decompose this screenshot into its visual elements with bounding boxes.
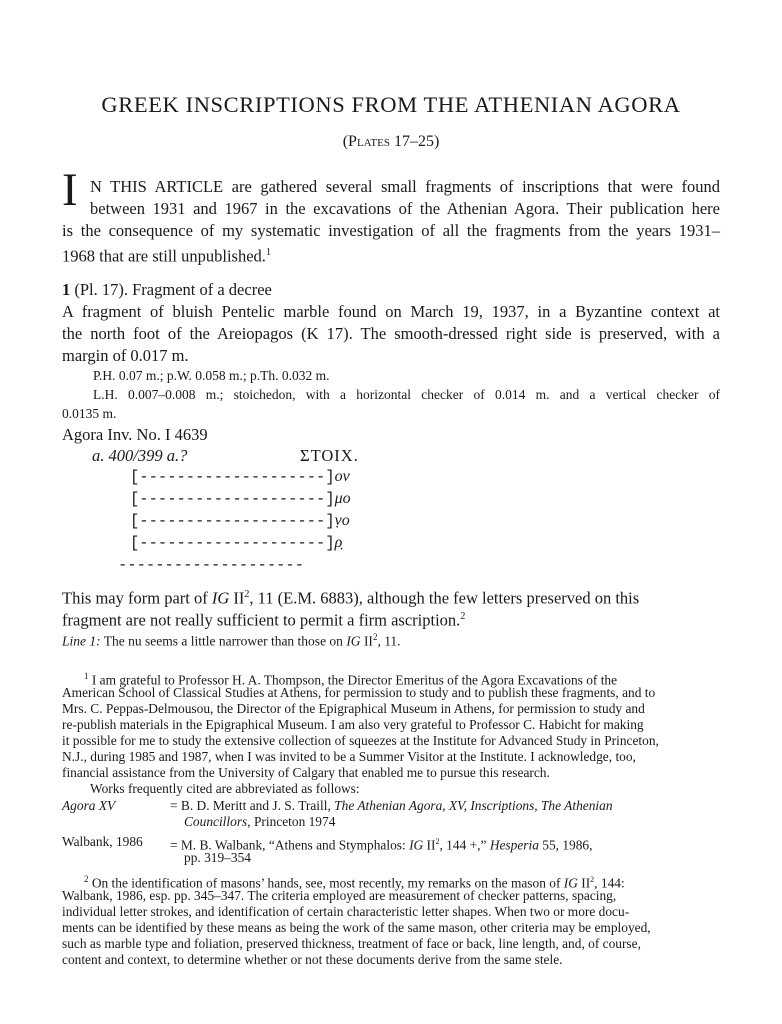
drop-cap: I: [62, 164, 78, 216]
footnote-2-line-5: such as marble type and foliation, preserved thickness, treatment of face or back, line length, and, of course,: [62, 936, 641, 951]
commentary-text-1b: II: [229, 588, 245, 608]
footnote-1-line-7: financial assistance from the University of Calgary that enabled me to pursue this research.: [62, 765, 550, 780]
entry-dims-2: [93, 385, 720, 405]
inscription-line-1: [130, 468, 350, 486]
entry-desc-1: [62, 301, 720, 324]
footnote-2-line-2: Walbank, 1986, esp. pp. 345–347. The criteria employed are measurement of checker patterns, spacing,: [62, 888, 617, 903]
footnote-1-number: 1: [84, 671, 89, 681]
abbrev-walbank-sup: 2: [435, 837, 440, 846]
intro-text-4: 1968 that are still unpublished.: [62, 246, 266, 266]
abbrev-walbank-num: , 144 +,”: [439, 837, 490, 853]
abbrev-agora-title: The Athenian Agora, XV, Inscriptions, The Athenian: [334, 798, 613, 813]
footnote-1-line-6: N.J., during 1985 and 1987, when I was invited to be a Summer Visitor at the Institute. I acknowledge, too,: [62, 749, 636, 764]
inscription-line-2-letters: μο: [334, 490, 351, 507]
abbrev-walbank-key: Walbank, 1986: [62, 834, 143, 849]
inscription-line-4: [130, 534, 342, 552]
abbrev-walbank-authors: = M. B. Walbank, “Athens and Stymphalos:: [170, 837, 410, 853]
intro-text-3: is the consequence of my systematic investigation of all the fragments from the years 1931–: [62, 221, 720, 240]
inscription-line-3: [130, 512, 350, 530]
intro-line-1: [90, 176, 720, 199]
line-note: [62, 628, 401, 651]
footnote-2-number: 2: [84, 874, 89, 884]
inscription-line-3-letters: ṿο: [334, 512, 350, 529]
inscription-line-2: [130, 490, 351, 508]
inscription-final-line: --------------------: [118, 556, 305, 574]
abbrev-walbank-vol: 55, 1986,: [538, 837, 593, 853]
abbrev-walbank-ii: II: [423, 837, 436, 853]
line-note-sup: 2: [372, 632, 378, 642]
inscription-line-1-letters: ον: [334, 468, 350, 485]
abbrev-agora-key: [62, 798, 115, 814]
footnote-2-line-3: individual letter strokes, and identification of certain characteristic letter shapes. When two or more docu-: [62, 904, 630, 919]
intro-line-2: [90, 198, 720, 221]
footnote-1-line-3: Mrs. C. Peppas-Delmousou, the Director of the Epigraphical Museum in Athens, for permission to study and: [62, 701, 645, 716]
entry-desc-text-2: the north foot of the Areiopagos (K 17). The smooth-dressed right side is preserved, with a: [62, 324, 720, 343]
line-note-text-b: II: [360, 633, 373, 649]
entry-desc-2: [62, 323, 720, 346]
plates-reference: (Plates 17–25): [342, 133, 440, 150]
inscription-line-3-lacuna: [--------------------]: [130, 512, 335, 530]
abbreviations-intro: Works frequently cited are abbreviated as follows:: [90, 781, 360, 796]
footnote-ref-2[interactable]: 2: [460, 611, 466, 622]
footnote-2-line-6: content and context, to determine whether or not these documents derive from the same stele.: [62, 952, 563, 967]
line-note-text-c: , 11.: [377, 633, 401, 649]
abbrev-agora-authors: = B. D. Meritt and J. S. Traill,: [170, 798, 335, 813]
footnote-2-text-1c: , 144:: [594, 875, 625, 891]
commentary-text-1c: , 11 (E.M. 6883), although the few letters preserved on this: [249, 588, 640, 608]
line-note-ig: IG: [346, 633, 361, 649]
commentary-text-1a: This may form part of: [62, 588, 212, 608]
entry-desc-3: margin of 0.017 m.: [62, 346, 189, 365]
footnote-2-text-1b: II: [577, 875, 591, 891]
line-note-text-a: The nu seems a little narrower than those on: [100, 633, 347, 649]
stoichedon-label: ΣΤΟΙΧ.: [300, 446, 359, 465]
entry-dims-text-2: L.H. 0.007–0.008 m.; stoichedon, with a horizontal checker of 0.014 m. and a vertical checker of: [93, 387, 720, 402]
inscription-line-2-lacuna: [--------------------]: [130, 490, 335, 508]
entry-number: 1: [62, 280, 71, 299]
commentary-text-2: fragment are not really sufficient to permit a firm ascription.: [62, 610, 461, 630]
entry-dims-1: P.H. 0.07 m.; p.W. 0.058 m.; p.Th. 0.032 m.: [93, 368, 330, 383]
article-title: GREEK INSCRIPTIONS FROM THE ATHENIAN AGORA: [101, 92, 681, 117]
footnote-1-line-4: re-publish materials in the Epigraphical Museum. I am also very grateful to Professor C. Habicht for making: [62, 717, 644, 732]
abbrev-agora-title-2: Councillors: [184, 814, 248, 829]
abbrev-agora-key-text: Agora XV: [62, 798, 116, 813]
inventory-number: Agora Inv. No. I 4639: [62, 425, 208, 444]
footnote-2-line-4: ments can be identified by these means as being the work of the same mason, other criteria may be employed,: [62, 920, 651, 935]
footnote-1-line-2: American School of Classical Studies at Athens, for permission to study and to publish these fragments, and to: [62, 685, 656, 700]
abbrev-agora-line-1: [170, 798, 613, 814]
footnote-1-line-5: it possible for me to study the extensive collection of squeezes at the Institute for Advanced Study in Princeton,: [62, 733, 659, 748]
commentary-sup: 2: [244, 589, 250, 600]
entry-heading-text: (Pl. 17). Fragment of a decree: [70, 280, 272, 299]
inscription-date: a. 400/399 a.?: [92, 446, 188, 465]
intro-text-1: N THIS ARTICLE are gathered several small fragments of inscriptions that were found: [90, 177, 720, 196]
entry-dims-3: 0.0135 m.: [62, 406, 117, 421]
footnote-2-text-1a: On the identification of masons’ hands, see, most recently, my remarks on the mason of: [88, 875, 564, 891]
abbrev-walbank-ig: IG: [409, 837, 424, 853]
abbrev-agora-line-2: [184, 814, 335, 830]
inscription-line-1-lacuna: [--------------------]: [130, 468, 335, 486]
entry-desc-text-1: A fragment of bluish Pentelic marble found on March 19, 1937, in a Byzantine context at: [62, 302, 720, 321]
intro-line-3: [62, 220, 720, 243]
footnote-2-sup: 2: [590, 875, 595, 884]
footnote-ref-1[interactable]: 1: [265, 247, 271, 258]
footnote-2-ig: IG: [563, 875, 578, 891]
inscription-line-4-letters: ρ̣: [334, 534, 343, 551]
abbrev-agora-pub: , Princeton 1974: [247, 814, 336, 829]
abbrev-walbank-line-2: pp. 319–354: [184, 850, 251, 865]
intro-line-4: [62, 242, 271, 268]
abbrev-walbank-journal: Hesperia: [489, 837, 539, 853]
inscription-line-4-lacuna: [--------------------]: [130, 534, 335, 552]
intro-text-2: between 1931 and 1967 in the excavations of the Athenian Agora. Their publication here: [90, 199, 720, 218]
footnote-1-text-1: I am grateful to Professor H. A. Thompson, the Director Emeritus of the Agora Excavations of the: [88, 672, 618, 688]
line-note-label: Line 1:: [62, 633, 101, 649]
ig-abbrev: IG: [211, 588, 230, 608]
entry-heading: [62, 279, 272, 302]
